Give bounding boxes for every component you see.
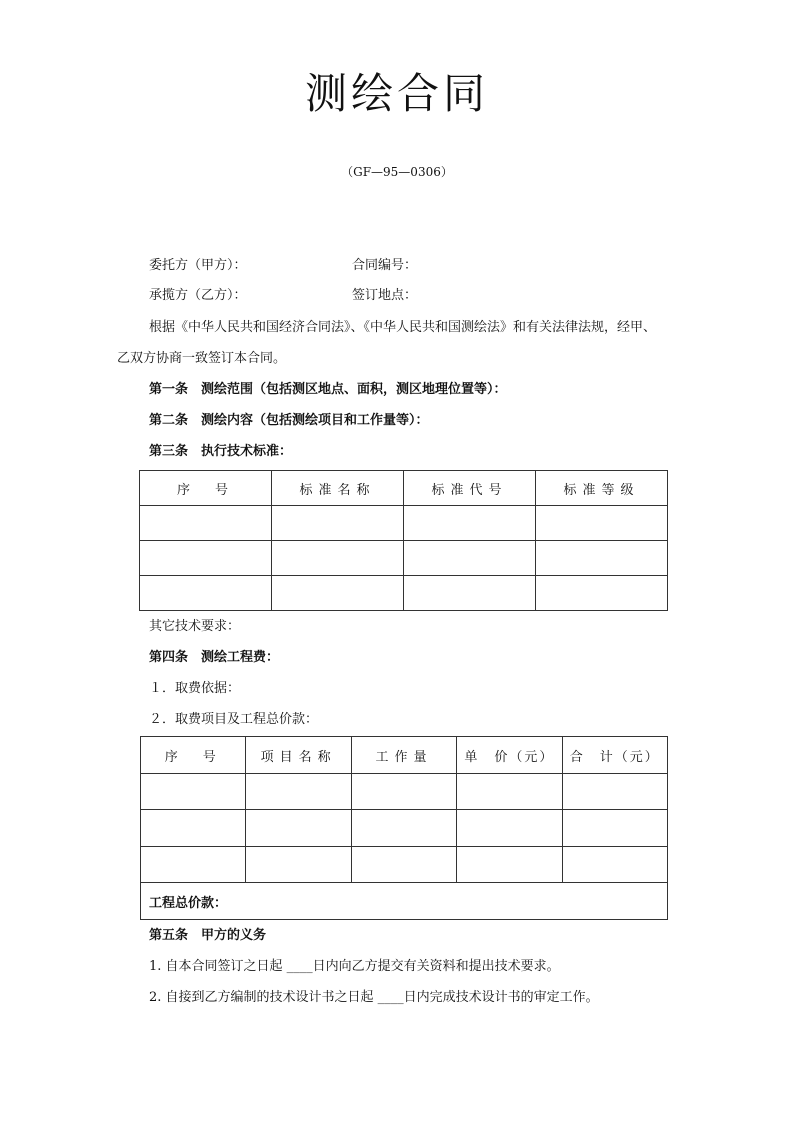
table-row	[140, 541, 668, 576]
header-cell: 标准代号	[404, 471, 536, 506]
contract-code: （GF—95—0306）	[341, 165, 453, 179]
sign-place-label: 签订地点：	[352, 288, 418, 303]
table-cell	[536, 541, 668, 576]
article-5: 第五条 甲方的义务	[149, 928, 267, 943]
table-cell	[140, 541, 272, 576]
table-cell	[457, 810, 562, 847]
table-cell	[272, 541, 404, 576]
header-cell: 序 号	[141, 737, 246, 774]
table-cell	[351, 774, 456, 810]
table-cell	[141, 810, 246, 847]
preamble-line-1: 根据《中华人民共和国经济合同法》、《中华人民共和国测绘法》和有关法律法规，经甲、	[149, 320, 657, 335]
table-cell	[246, 774, 351, 810]
table-cell	[351, 810, 456, 847]
contractor-label: 承揽方（乙方）：	[149, 288, 247, 303]
table-header-row	[141, 737, 668, 774]
article-4: 第四条 测绘工程费：	[149, 650, 280, 665]
table-row	[140, 506, 668, 541]
total-price-label: 工程总价款：	[141, 883, 668, 920]
fee-basis: １．取费依据：	[149, 681, 241, 696]
table-cell	[404, 576, 536, 611]
table-row	[141, 774, 668, 810]
table-cell	[562, 810, 667, 847]
table-cell	[140, 506, 272, 541]
table-cell	[141, 847, 246, 883]
header-cell: 合 计（元）	[562, 737, 667, 774]
table-cell	[457, 847, 562, 883]
standards-table	[139, 470, 668, 611]
table-cell	[404, 506, 536, 541]
table-cell	[141, 774, 246, 810]
table-cell	[536, 506, 668, 541]
duty-2: 2. 自接到乙方编制的技术设计书之日起 ____日内完成技术设计书的审定工作。	[149, 990, 599, 1005]
table-row	[141, 810, 668, 847]
table-cell	[404, 541, 536, 576]
contract-no-label: 合同编号：	[352, 258, 418, 273]
preamble-line-2: 乙双方协商一致签订本合同。	[117, 351, 287, 366]
table-header-row	[140, 471, 668, 506]
table-cell	[562, 774, 667, 810]
table-row	[141, 847, 668, 883]
fee-items: ２．取费项目及工程总价款：	[149, 712, 319, 727]
table-cell	[246, 810, 351, 847]
table-cell	[562, 847, 667, 883]
article-3: 第三条 执行技术标准：	[149, 444, 293, 459]
header-cell: 单 价（元）	[457, 737, 562, 774]
header-cell: 标准名称	[272, 471, 404, 506]
article-1: 第一条 测绘范围（包括测区地点、面积，测区地理位置等）：	[149, 382, 507, 397]
table-cell	[140, 576, 272, 611]
table-row	[140, 576, 668, 611]
fee-table	[140, 736, 668, 920]
duty-1: 1. 自本合同签订之日起 ____日内向乙方提交有关资料和提出技术要求。	[149, 959, 560, 974]
header-cell: 标准等级	[536, 471, 668, 506]
total-row	[141, 883, 668, 920]
header-cell: 项目名称	[246, 737, 351, 774]
table-cell	[536, 576, 668, 611]
table-cell	[457, 774, 562, 810]
other-requirements: 其它技术要求：	[149, 619, 241, 634]
table-cell	[272, 576, 404, 611]
table-cell	[351, 847, 456, 883]
client-label: 委托方（甲方）：	[149, 258, 247, 273]
table-cell	[272, 506, 404, 541]
table-cell	[246, 847, 351, 883]
article-2: 第二条 测绘内容（包括测绘项目和工作量等）：	[149, 413, 429, 428]
header-cell: 工作量	[351, 737, 456, 774]
header-cell: 序 号	[140, 471, 272, 506]
document-title: 测绘合同	[304, 69, 489, 118]
